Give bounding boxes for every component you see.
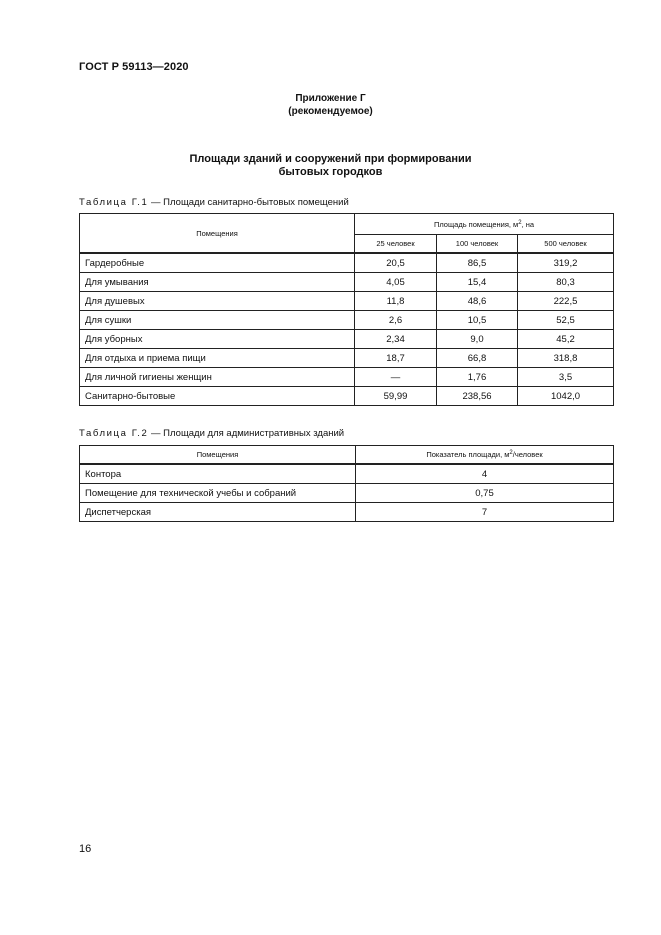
appendix-subtitle: (рекомендуемое) [288, 106, 373, 117]
table2-header-index-suffix: /человек [512, 450, 543, 459]
table-row [80, 330, 614, 349]
table1-value-25: 11,8 [355, 292, 437, 311]
table1-value-25: 59,99 [355, 387, 437, 406]
document-code: ГОСТ Р 59113—2020 [79, 61, 189, 73]
table2-header-index-sup: 2 [509, 450, 513, 456]
table2-row-name: Контора [80, 464, 356, 484]
table-row [80, 368, 614, 387]
table1-value-100: 1,76 [437, 368, 518, 387]
table1-row-name: Для личной гигиены женщин [80, 368, 355, 387]
table2-row-value: 0,75 [356, 484, 614, 503]
table2-header-index [356, 446, 614, 465]
table-row [80, 387, 614, 406]
table-row [80, 503, 614, 522]
table-row [80, 273, 614, 292]
table1-value-100: 9,0 [437, 330, 518, 349]
table1-value-100: 15,4 [437, 273, 518, 292]
table1-value-500: 52,5 [518, 311, 614, 330]
table1-header-area-sup: 2 [518, 219, 522, 226]
table1-value-500: 80,3 [518, 273, 614, 292]
table1-caption [79, 197, 349, 209]
table-row [80, 311, 614, 330]
table1-value-500: 319,2 [518, 253, 614, 273]
table2-header-index-prefix: Показатель площади, м [426, 450, 510, 459]
table1-row-name: Для уборных [80, 330, 355, 349]
appendix-title: Приложение Г [295, 93, 366, 104]
table1-value-100: 66,8 [437, 349, 518, 368]
table1-value-25: 18,7 [355, 349, 437, 368]
table1-row-name: Для душевых [80, 292, 355, 311]
table1-value-500: 3,5 [518, 368, 614, 387]
table-row [80, 349, 614, 368]
table1-value-25: 4,05 [355, 273, 437, 292]
table1-value-25: 20,5 [355, 253, 437, 273]
table1-caption-text: — Площади санитарно-бытовых помещений [148, 197, 349, 208]
table1-caption-prefix: Таблица Г.1 [79, 197, 149, 208]
table1-row-name: Для сушки [80, 311, 355, 330]
table1-header-100: 100 человек [437, 235, 518, 254]
table1-value-500: 1042,0 [518, 387, 614, 406]
administrative-areas-table [79, 445, 614, 522]
table2-row-value: 4 [356, 464, 614, 484]
table1-value-25: — [355, 368, 437, 387]
sanitary-areas-table [79, 213, 614, 406]
table1-value-500: 45,2 [518, 330, 614, 349]
table-row [80, 253, 614, 273]
table1-value-100: 10,5 [437, 311, 518, 330]
table1-value-100: 86,5 [437, 253, 518, 273]
table1-value-500: 222,5 [518, 292, 614, 311]
table2-row-name: Диспетчерская [80, 503, 356, 522]
table1-header-area-suffix: , на [521, 219, 535, 229]
table1-value-500: 318,8 [518, 349, 614, 368]
table1-header-25: 25 человек [355, 235, 437, 254]
table1-row-name: Гардеробные [80, 253, 355, 273]
table1-value-100: 48,6 [437, 292, 518, 311]
table1-row-name: Санитарно-бытовые [80, 387, 355, 406]
table1-header-area [355, 214, 614, 235]
table1-header-500: 500 человек [518, 235, 614, 254]
table1-row-name: Для отдыха и приема пищи [80, 349, 355, 368]
table2-caption-text: — Площади для административных зданий [148, 428, 345, 439]
table1-header-room: Помещения [80, 214, 355, 254]
table-row [80, 484, 614, 503]
table1-value-100: 238,56 [437, 387, 518, 406]
section-title-line1: Площади зданий и сооружений при формировании [189, 153, 472, 165]
page-number: 16 [79, 843, 92, 855]
table-row [80, 292, 614, 311]
table-row [80, 464, 614, 484]
table1-value-25: 2,34 [355, 330, 437, 349]
table1-row-name: Для умывания [80, 273, 355, 292]
table1-value-25: 2,6 [355, 311, 437, 330]
table2-caption-prefix: Таблица Г.2 [79, 428, 149, 439]
table2-row-name: Помещение для технической учебы и собраний [80, 484, 356, 503]
table2-header-room: Помещения [80, 446, 356, 465]
table2-row-value: 7 [356, 503, 614, 522]
section-title-line2: бытовых городков [278, 166, 383, 178]
table2-caption [79, 428, 344, 440]
table1-header-area-prefix: Площадь помещения, м [433, 219, 519, 229]
